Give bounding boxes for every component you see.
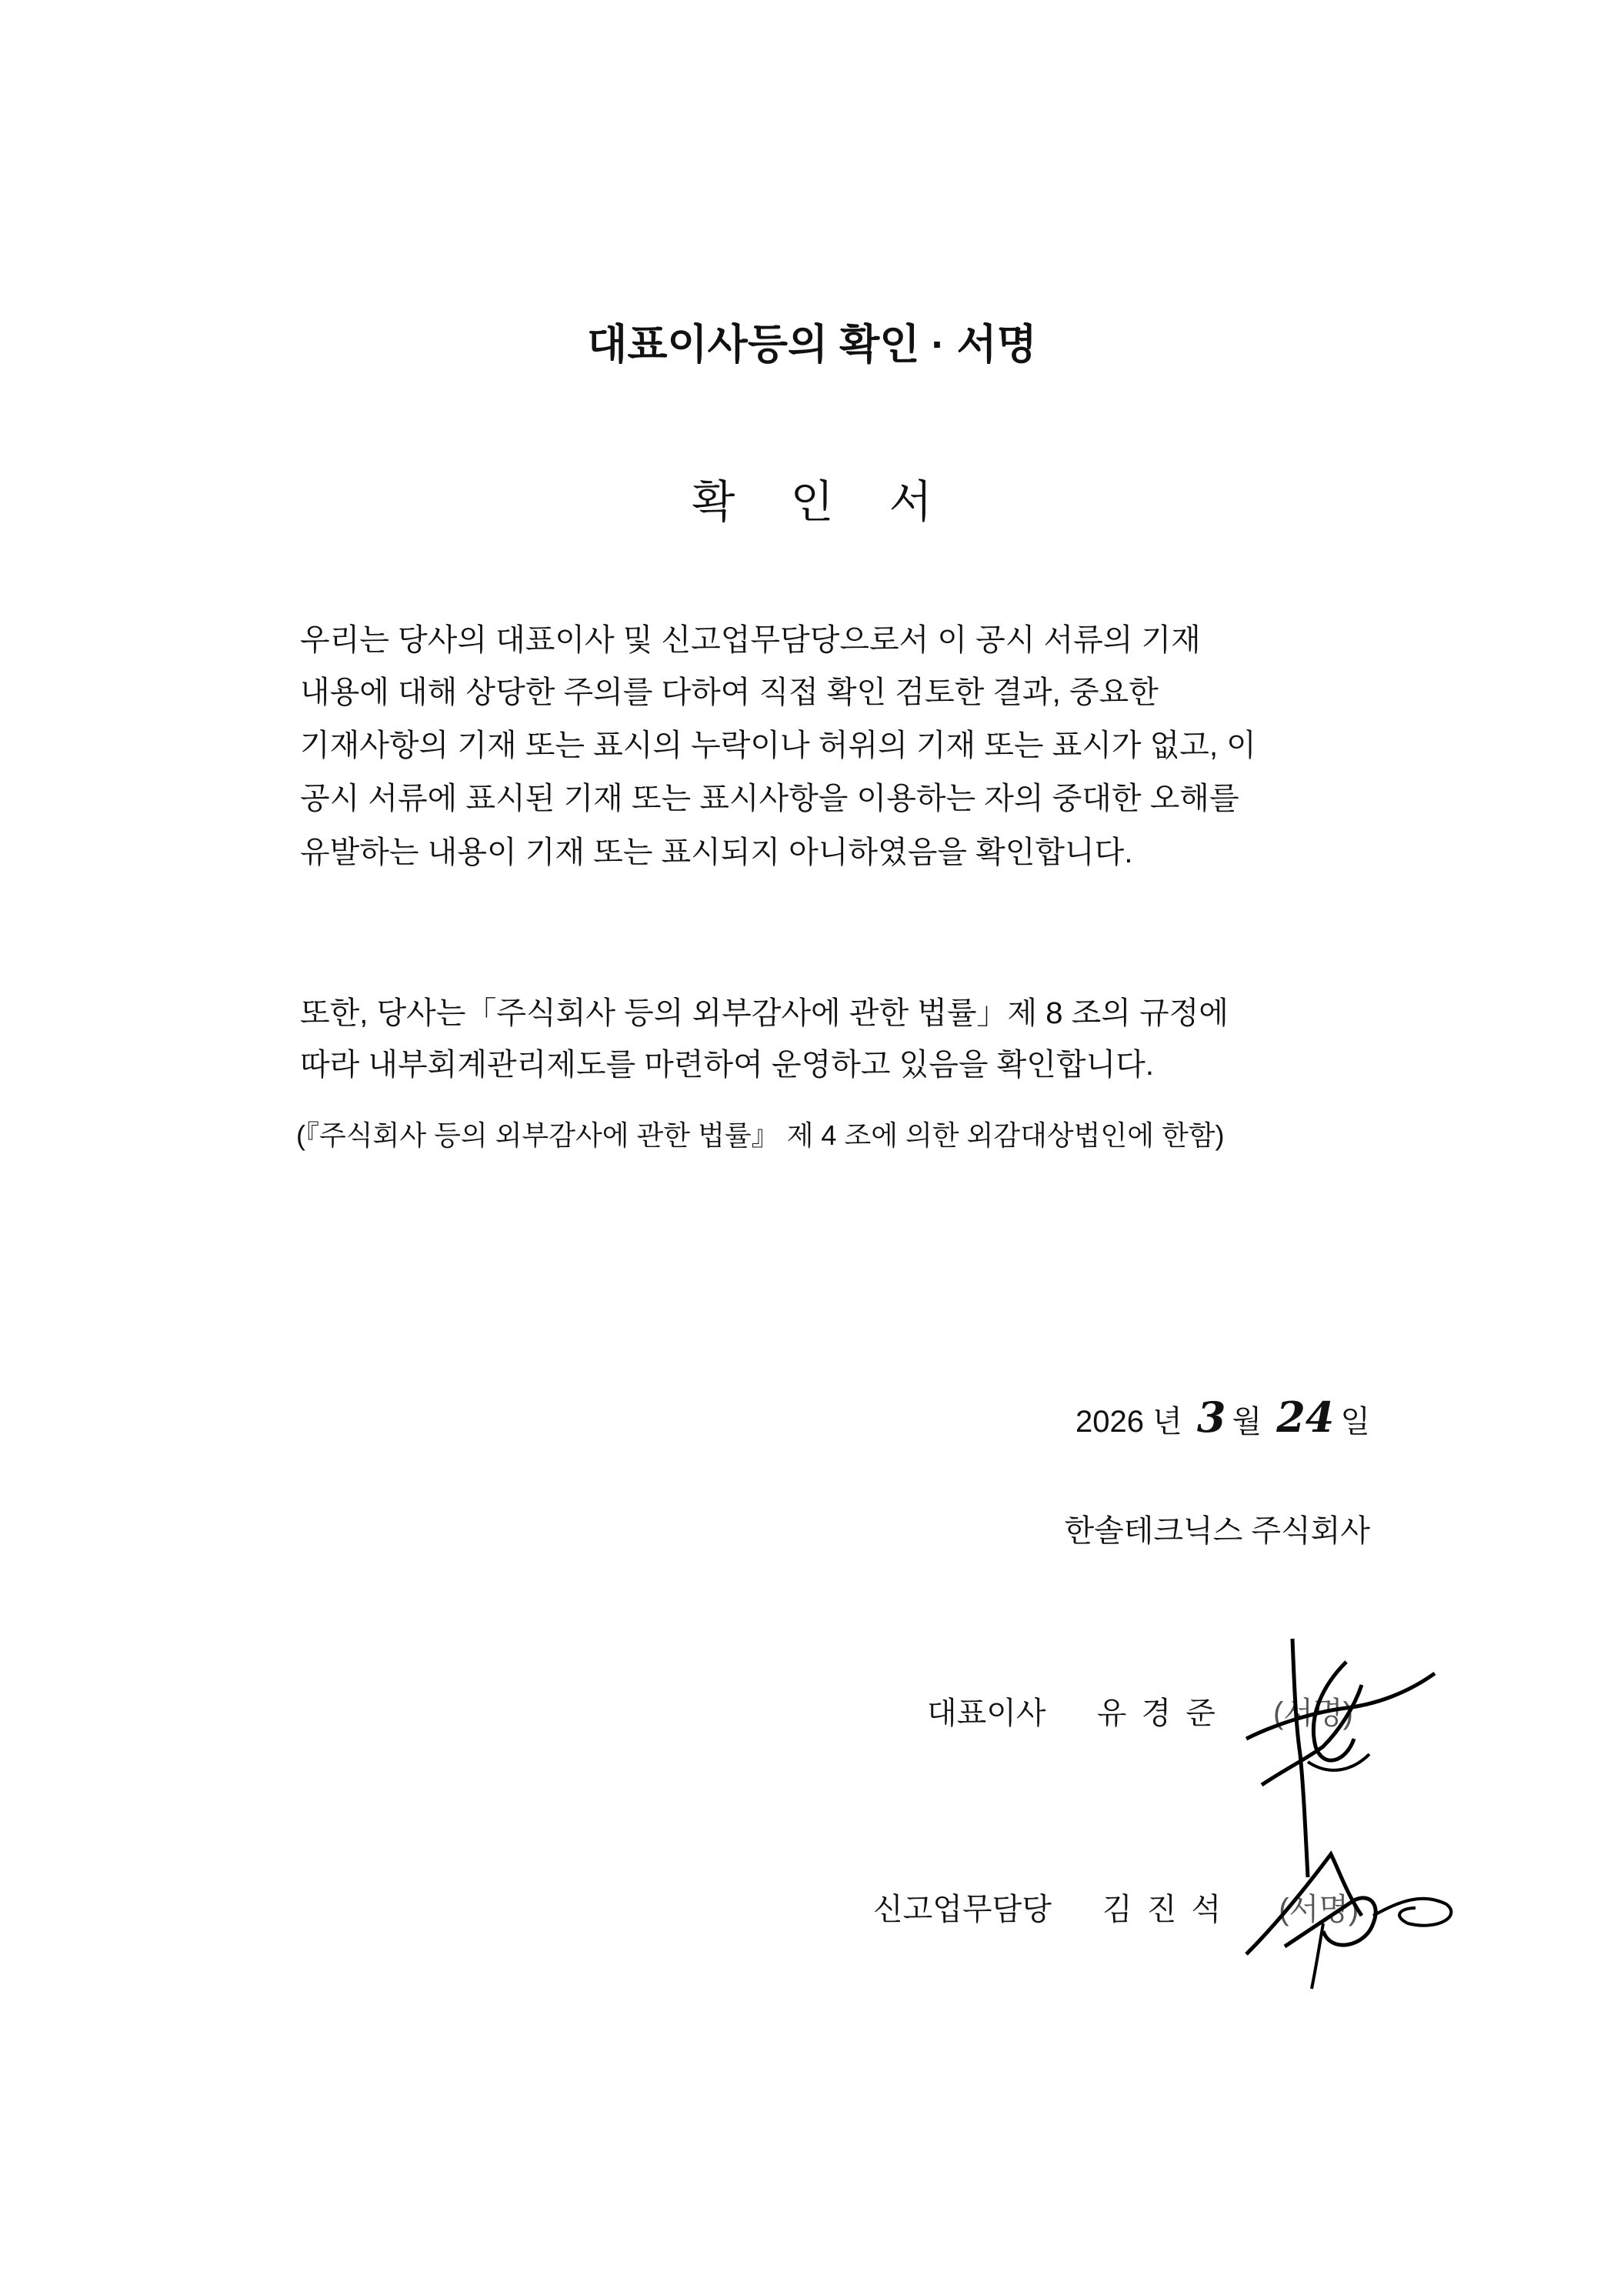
signatory-name: 김 진 석 bbox=[1102, 1893, 1225, 1926]
paragraph-line: 내용에 대해 상당한 주의를 다하여 직접 확인 검토한 결과, 중요한 bbox=[300, 675, 1159, 709]
date-year: 2026 bbox=[1075, 1405, 1144, 1439]
date-month-unit: 월 bbox=[1232, 1405, 1262, 1439]
sign-label: (서명) bbox=[1272, 1696, 1353, 1730]
company-name: 한솔테크닉스 주식회사 bbox=[1064, 1514, 1370, 1548]
paragraph-line: 공시 서류에 표시된 기재 또는 표시사항을 이용하는 자의 중대한 오해를 bbox=[300, 782, 1239, 816]
document-title: 대표이사등의 확인 · 서명 bbox=[587, 322, 1037, 368]
paragraph-line: 따라 내부회계관리제도를 마련하여 운영하고 있음을 확인합니다. bbox=[300, 1048, 1154, 1082]
document-date bbox=[1075, 1393, 1370, 1442]
signatory-role: 대표이사 bbox=[927, 1696, 1046, 1730]
signatory-name: 유 경 준 bbox=[1096, 1696, 1219, 1730]
paragraph-line: 우리는 당사의 대표이사 및 신고업무담당으로서 이 공시 서류의 기재 bbox=[300, 623, 1201, 657]
date-month: 3 bbox=[1196, 1393, 1226, 1442]
paragraph-line: 또한, 당사는「주식회사 등의 외부감사에 관한 법률」제 8 조의 규정에 bbox=[300, 996, 1229, 1030]
signatory-role: 신고업무담당 bbox=[873, 1893, 1052, 1926]
paragraph-line: 유발하는 내용이 기재 또는 표시되지 아니하였음을 확인합니다. bbox=[300, 836, 1133, 869]
sign-label: (서명) bbox=[1279, 1893, 1359, 1926]
disclosure-officer-signature bbox=[1239, 1839, 1469, 1993]
date-day: 24 bbox=[1276, 1393, 1335, 1442]
document-subtitle: 확 인 서 bbox=[692, 477, 954, 527]
scope-note: (『주식회사 등의 외부감사에 관한 법률』 제 4 조에 의한 외감대상법인에 한함) bbox=[296, 1119, 1225, 1151]
paragraph-line: 기재사항의 기재 또는 표시의 누락이나 허위의 기재 또는 표시가 없고, 이 bbox=[300, 729, 1256, 762]
date-year-unit: 년 bbox=[1152, 1405, 1182, 1439]
date-day-unit: 일 bbox=[1340, 1405, 1370, 1439]
